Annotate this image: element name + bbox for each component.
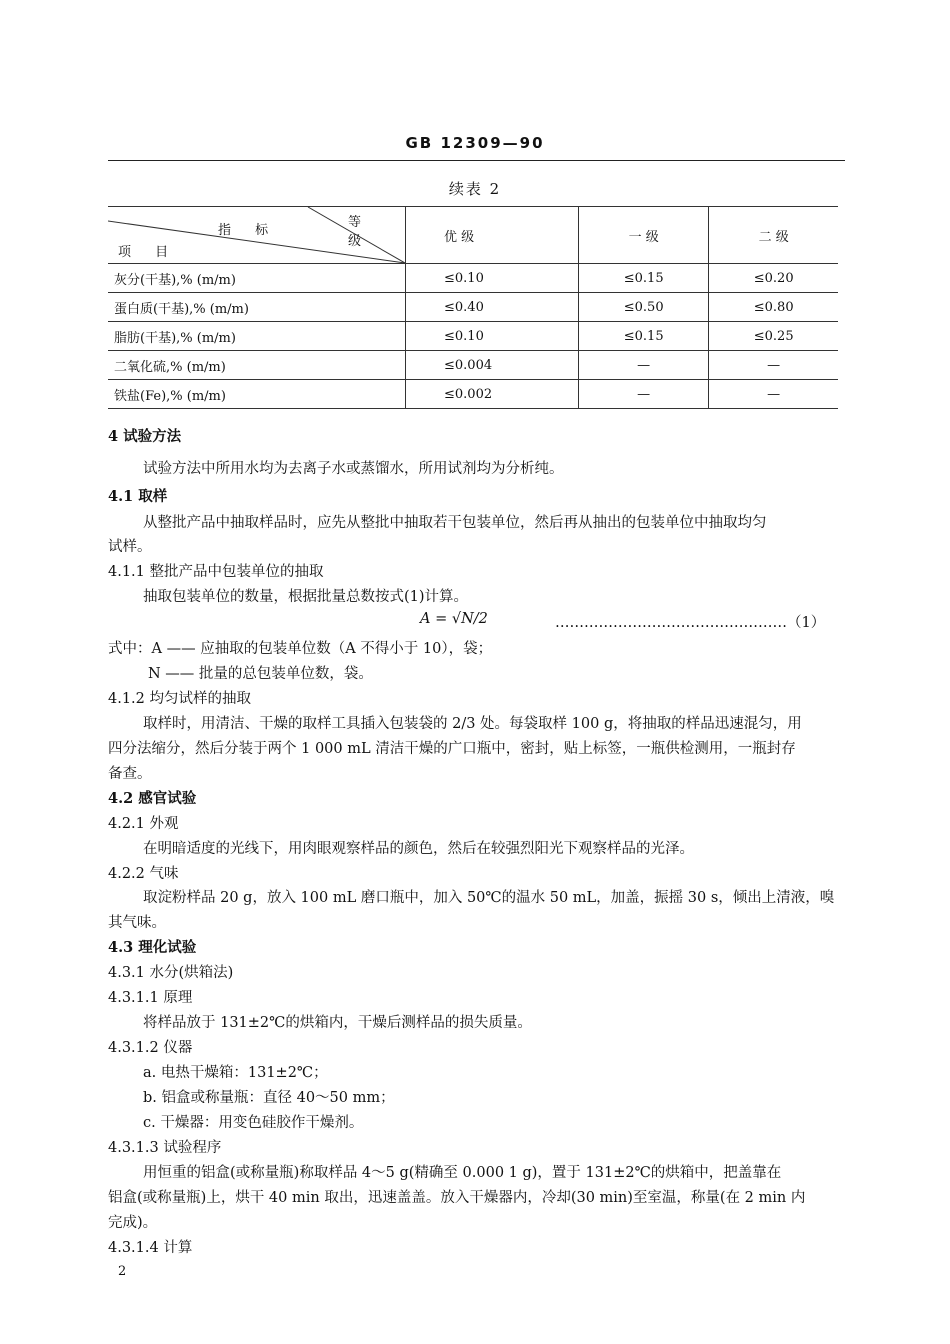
paragraph-line: N —— 批量的总包装单位数，袋。 (148, 666, 373, 682)
header-grade: 等 级 (348, 215, 372, 249)
table-row (108, 293, 838, 322)
table-caption: 续表 2 (448, 180, 502, 198)
page-number: 2 (118, 1264, 127, 1279)
paragraph-line: 四分法缩分，然后分装于两个 1 000 mL 清洁干燥的广口瓶中，密封，贴上标签，一瓶供检测用，一瓶封存 (108, 741, 796, 757)
table-row (108, 264, 838, 293)
row-label: 蛋白质(干基),% (m/m) (108, 293, 406, 322)
row-value: ≤0.10 (406, 264, 579, 293)
paragraph-line: 铝盒(或称量瓶)上，烘干 40 min 取出，迅速盖盖。放入干燥器内，冷却(30 min)至室温，称量(在 2 min 内 (108, 1190, 806, 1206)
header-col-1: 优 级 (406, 207, 579, 264)
row-value: ≤0.40 (406, 293, 579, 322)
subsection-heading: 4.3.1.1 原理 (108, 990, 193, 1006)
row-value: ≤0.50 (579, 293, 709, 322)
subsection-heading: 4.2.1 外观 (108, 816, 179, 832)
subsection-heading: 4.3.1.2 仪器 (108, 1040, 193, 1056)
table-row (108, 380, 838, 409)
paragraph-line: 从整批产品中抽取样品时，应先从整批中抽取若干包装单位，然后再从抽出的包装单位中抽取均匀 (143, 515, 767, 531)
header-col-2: 一 级 (579, 207, 709, 264)
row-label: 铁盐(Fe),% (m/m) (108, 380, 406, 409)
row-value: ≤0.20 (709, 264, 838, 293)
header-col-3: 二 级 (709, 207, 838, 264)
row-value: — (579, 351, 709, 380)
paragraph-line: 式中：A —— 应抽取的包装单位数（A 不得小于 10），袋； (108, 641, 493, 657)
row-value: — (709, 380, 838, 409)
paragraph-line: 完成)。 (108, 1215, 158, 1231)
paragraph-line: 在明暗适度的光线下，用肉眼观察样品的颜色，然后在较强烈阳光下观察样品的光泽。 (143, 841, 694, 857)
row-value: ≤0.10 (406, 322, 579, 351)
row-value: ≤0.15 (579, 264, 709, 293)
paragraph-line: 取淀粉样品 20 g，放入 100 mL 磨口瓶中，加入 50℃的温水 50 mL，加盖，振摇 30 s，倾出上清液，嗅 (143, 890, 835, 906)
header-indicator: 指 标 (218, 223, 279, 238)
paragraph-line: 备查。 (108, 766, 152, 782)
header-item: 项 目 (118, 245, 179, 260)
section-heading: 4.1 取样 (108, 488, 168, 505)
subsection-heading: 4.2.2 气味 (108, 866, 179, 882)
paragraph-line: 其气味。 (108, 915, 166, 931)
list-item: c. 干燥器：用变色硅胶作干燥剂。 (143, 1115, 364, 1131)
section-heading: 4.3 理化试验 (108, 939, 197, 956)
list-item: b. 铝盒或称量瓶：直径 40～50 mm； (143, 1090, 395, 1106)
list-item: a. 电热干燥箱：131±2℃； (143, 1065, 328, 1081)
subsection-heading: 4.1.1 整批产品中包装单位的抽取 (108, 564, 324, 580)
subsection-heading: 4.3.1 水分(烘箱法) (108, 965, 234, 981)
paragraph-line: 试验方法中所用水均为去离子水或蒸馏水，所用试剂均为分析纯。 (143, 461, 564, 477)
paragraph-line: 试样。 (108, 539, 152, 555)
section-heading: 4.2 感官试验 (108, 790, 197, 807)
paragraph-line: 取样时，用清洁、干燥的取样工具插入包装袋的 2/3 处。每袋取样 100 g，将抽取的样品迅速混匀，用 (143, 716, 802, 732)
section-heading: 4 试验方法 (108, 428, 182, 445)
row-label: 脂肪(干基),% (m/m) (108, 322, 406, 351)
row-value: — (709, 351, 838, 380)
diagonal-header-cell (108, 207, 406, 264)
row-label: 灰分(干基),% (m/m) (108, 264, 406, 293)
row-value: ≤0.004 (406, 351, 579, 380)
row-value: ≤0.80 (709, 293, 838, 322)
subsection-heading: 4.1.2 均匀试样的抽取 (108, 691, 252, 707)
paragraph-line: 抽取包装单位的数量，根据批量总数按式(1)计算。 (143, 589, 469, 605)
table-row (108, 322, 838, 351)
formula: A = √N/2 (420, 611, 488, 627)
spec-table (108, 206, 838, 409)
row-value: ≤0.25 (709, 322, 838, 351)
table-row (108, 351, 838, 380)
paragraph-line: 用恒重的铝盒(或称量瓶)称取样品 4～5 g(精确至 0.000 1 g)，置于 131±2℃的烘箱中，把盖靠在 (143, 1165, 782, 1181)
document-header: GB 12309—90 (405, 134, 545, 152)
subsection-heading: 4.3.1.4 计算 (108, 1240, 193, 1256)
row-value: ≤0.15 (579, 322, 709, 351)
header-rule (108, 160, 845, 161)
row-label: 二氧化硫,% (m/m) (108, 351, 406, 380)
row-value: ≤0.002 (406, 380, 579, 409)
paragraph-line: 将样品放于 131±2℃的烘箱内，干燥后测样品的损失质量。 (143, 1015, 532, 1031)
equation-number: …………………………………………（1） (555, 615, 826, 631)
table-header-row (108, 207, 838, 264)
row-value: — (579, 380, 709, 409)
subsection-heading: 4.3.1.3 试验程序 (108, 1140, 222, 1156)
